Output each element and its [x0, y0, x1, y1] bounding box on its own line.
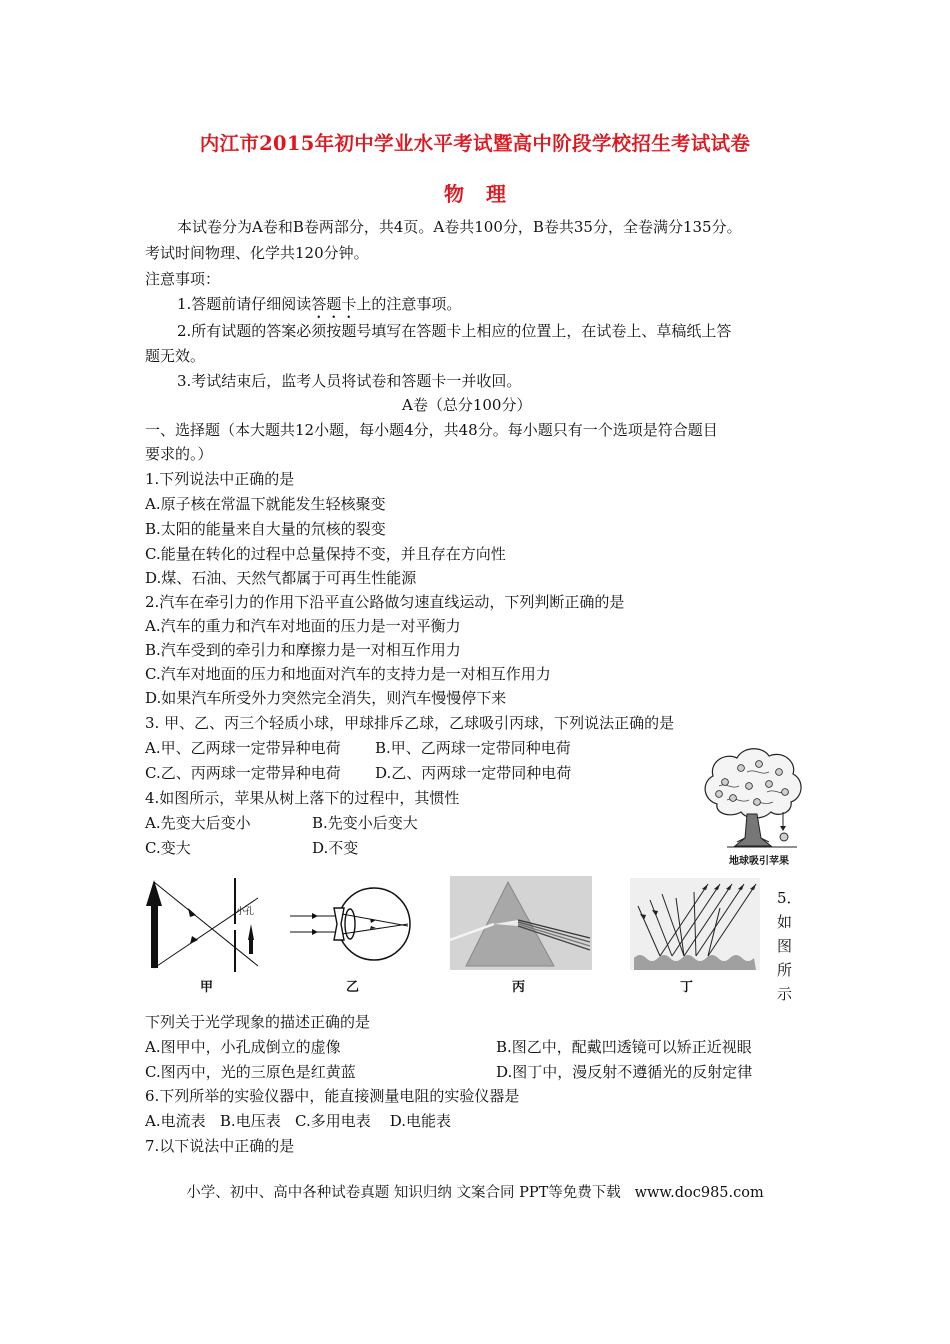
note-1-emphasis: 答题卡 [311, 295, 357, 313]
apple-tree-figure [697, 742, 809, 854]
q5-vertical-5: 示 [777, 985, 793, 1003]
pinhole-label: 小孔 [236, 907, 255, 917]
q5-option-c: C.图丙中，光的三原色是红黄蓝 [145, 1063, 356, 1081]
q4-option-c: C.变大 [145, 839, 191, 857]
q4-option-a: A.先变大后变小 [145, 814, 251, 832]
q3-option-b: B.甲、乙两球一定带同种电荷 [375, 739, 571, 757]
part1-instr-a: 一、选择题（本大题共12小题，每小题4分，共48分。每小题只有一个选项是符合题目 [145, 421, 718, 439]
prism-figure [450, 876, 592, 970]
concave-lens-eye-figure [286, 878, 416, 968]
q5-option-b: B.图乙中，配戴凹透镜可以矫正近视眼 [496, 1038, 752, 1056]
q4-option-d: D.不变 [312, 839, 359, 857]
q1-option-d: D.煤、石油、天然气都属于可再生性能源 [145, 569, 417, 587]
fig-label-bing: 丙 [512, 980, 526, 995]
q7-stem: 7.以下说法中正确的是 [145, 1137, 295, 1155]
q3-stem: 3. 甲、乙、丙三个轻质小球，甲球排斥乙球，乙球吸引丙球，下列说法正确的是 [145, 714, 675, 732]
fig-label-ding: 丁 [680, 980, 694, 995]
q2-option-d: D.如果汽车所受外力突然完全消失，则汽车慢慢停下来 [145, 689, 507, 707]
fig-label-jia: 甲 [200, 980, 214, 995]
intro-line-2: 考试时间物理、化学共120分钟。 [145, 244, 369, 262]
page-footer: 小学、初中、高中各种试卷真题 知识归纳 文案合同 PPT等免费下载 www.doc985.com [186, 1185, 764, 1201]
q5-vertical-2: 如 [777, 913, 793, 931]
q5-option-d: D.图丁中，漫反射不遵循光的反射定律 [496, 1063, 753, 1081]
pinhole-figure [140, 876, 270, 974]
q3-option-d: D.乙、丙两球一定带同种电荷 [375, 764, 572, 782]
q5-vertical-3: 图 [777, 937, 793, 955]
q2-option-a: A.汽车的重力和汽车对地面的压力是一对平衡力 [145, 617, 461, 635]
fig-label-yi: 乙 [346, 980, 360, 995]
q1-stem: 1.下列说法中正确的是 [145, 470, 295, 488]
q5-vertical-1: 5． [777, 889, 802, 907]
q3-option-c: C.乙、丙两球一定带异种电荷 [145, 764, 341, 782]
q3-option-a: A.甲、乙两球一定带异种电荷 [145, 739, 341, 757]
note-1-pre: 1.答题前请仔细阅读 [177, 295, 312, 313]
q1-option-b: B.太阳的能量来自大量的氘核的裂变 [145, 520, 386, 538]
note-2b: 题无效。 [145, 347, 206, 365]
q2-option-b: B.汽车受到的牵引力和摩擦力是一对相互作用力 [145, 641, 461, 659]
q4-stem: 4.如图所示，苹果从树上落下的过程中，其惯性 [145, 789, 460, 807]
note-1 [177, 293, 461, 322]
q2-stem: 2.汽车在牵引力的作用下沿平直公路做匀速直线运动，下列判断正确的是 [145, 593, 625, 611]
q2-option-c: C.汽车对地面的压力和地面对汽车的支持力是一对相互作用力 [145, 665, 551, 683]
part1-instr-b: 要求的。） [145, 445, 213, 463]
q6-options: A.电流表 B.电压表 C.多用电表 D.电能表 [145, 1112, 452, 1130]
q1-option-a: A.原子核在常温下就能发生轻核聚变 [145, 495, 386, 513]
intro-line-1: 本试卷分为A卷和B卷两部分，共4页。A卷共100分，B卷共35分，全卷满分135分。 [177, 218, 742, 236]
note-3: 3.考试结束后，监考人员将试卷和答题卡一并收回。 [177, 372, 522, 390]
q6-stem: 6.下列所举的实验仪器中，能直接测量电阻的实验仪器是 [145, 1087, 520, 1105]
notes-heading: 注意事项： [145, 270, 221, 288]
q1-option-c: C.能量在转化的过程中总量保持不变，并且存在方向性 [145, 545, 506, 563]
section-heading: A卷（总分100分） [402, 396, 532, 414]
note-1-post: 上的注意事项。 [356, 295, 462, 313]
exam-title: 内江市2015年初中学业水平考试暨高中阶段学校招生考试试卷 [199, 132, 751, 155]
q5-option-a: A.图甲中，小孔成倒立的虚像 [145, 1038, 341, 1056]
diffuse-reflection-figure [630, 878, 760, 970]
apple-tree-caption: 地球吸引苹果 [729, 856, 789, 867]
exam-subject: 物理 [444, 182, 528, 206]
note-2a: 2.所有试题的答案必须按题号填写在答题卡上相应的位置上，在试卷上、草稿纸上答 [177, 322, 732, 340]
q4-option-b: B.先变小后变大 [312, 814, 418, 832]
q5-stem: 下列关于光学现象的描述正确的是 [145, 1013, 371, 1031]
q5-vertical-4: 所 [777, 961, 793, 979]
